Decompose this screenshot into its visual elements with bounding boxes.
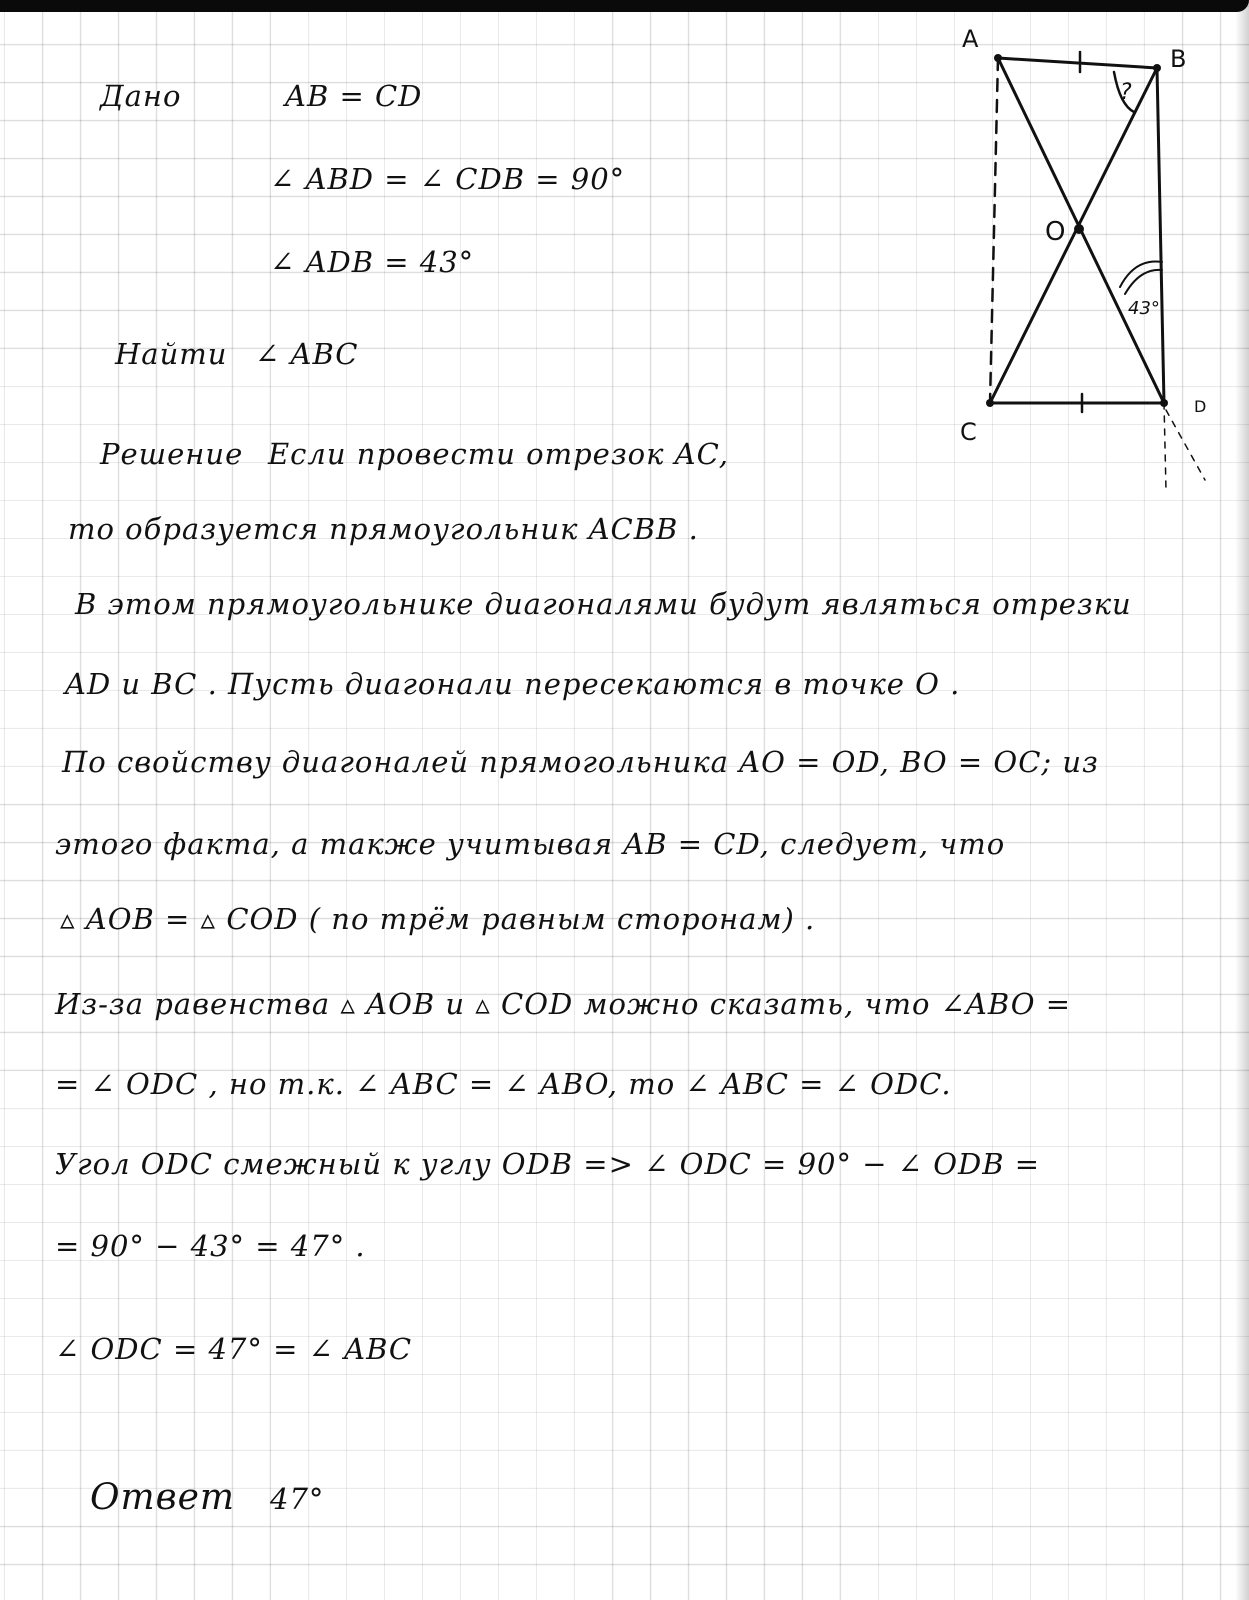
given-line-1: AB = CD [285,79,423,113]
find-value: ∠ ABC [255,337,359,371]
given-line-2: ∠ ABD = ∠ CDB = 90° [270,162,626,196]
angle-arc-d-outer [1120,262,1162,287]
unknown-angle-label: ? [1120,80,1132,105]
given-line-3: ∠ ADB = 43° [270,245,475,279]
top-shadow [0,0,1249,12]
solution-line-6: ▵ AOB = ▵ COD ( по трём равным сторонам) . [60,902,816,936]
answer-value: 47° [270,1482,325,1516]
solution-line-8: = ∠ ODC , но т.к. ∠ ABC = ∠ ABO, то ∠ ABC = ∠ ODC. [55,1067,952,1101]
solution-line-11: ∠ ODC = 47° = ∠ ABC [55,1332,413,1366]
solution-line-5: этого факта, а также учитывая AB = CD, следует, что [55,827,1006,861]
label-d: D [1194,397,1207,416]
solution-line-2: В этом прямоугольнике диагоналями будут являться отрезки [75,587,1132,621]
diagonal-bc [990,68,1157,403]
solution-heading: Решение [100,437,244,471]
point-d [1160,399,1168,407]
answer-heading: Ответ [90,1477,236,1518]
point-a [994,54,1002,62]
label-b: B [1170,45,1187,73]
solution-line-4: По свойству диагоналей прямогольника AO = OD, BO = OC; из [62,745,1099,779]
segment-ab [998,58,1157,68]
find-heading: Найти [115,337,228,371]
point-c [986,399,994,407]
segment-bd [1157,68,1164,403]
label-o: O [1045,217,1066,247]
solution-line-9: Угол ODC смежный к углу ODB => ∠ ODC = 90° − ∠ ODB = [55,1147,1041,1181]
angle-value-label: 43° [1128,298,1160,319]
label-a: A [962,25,979,53]
given-heading: Дано [100,79,182,113]
point-b [1153,64,1161,72]
segment-ac-dashed [990,58,998,403]
solution-line-10: = 90° − 43° = 47° . [55,1229,366,1263]
solution-line-0: Если провести отрезок AC, [268,437,729,471]
point-o [1074,224,1084,234]
label-c: C [960,418,977,446]
dashed-extension-diagonal [1166,410,1205,480]
solution-line-7: Из-за равенства ▵ AOB и ▵ COD можно сказать, что ∠ABO = [55,987,1072,1021]
dashed-extension [1164,403,1166,490]
solution-line-3: AD и BC . Пусть диагонали пересекаются в точке O . [65,667,961,701]
solution-line-1: то образуется прямоугольник ACBB . [68,512,699,546]
geometry-figure [950,15,1249,505]
